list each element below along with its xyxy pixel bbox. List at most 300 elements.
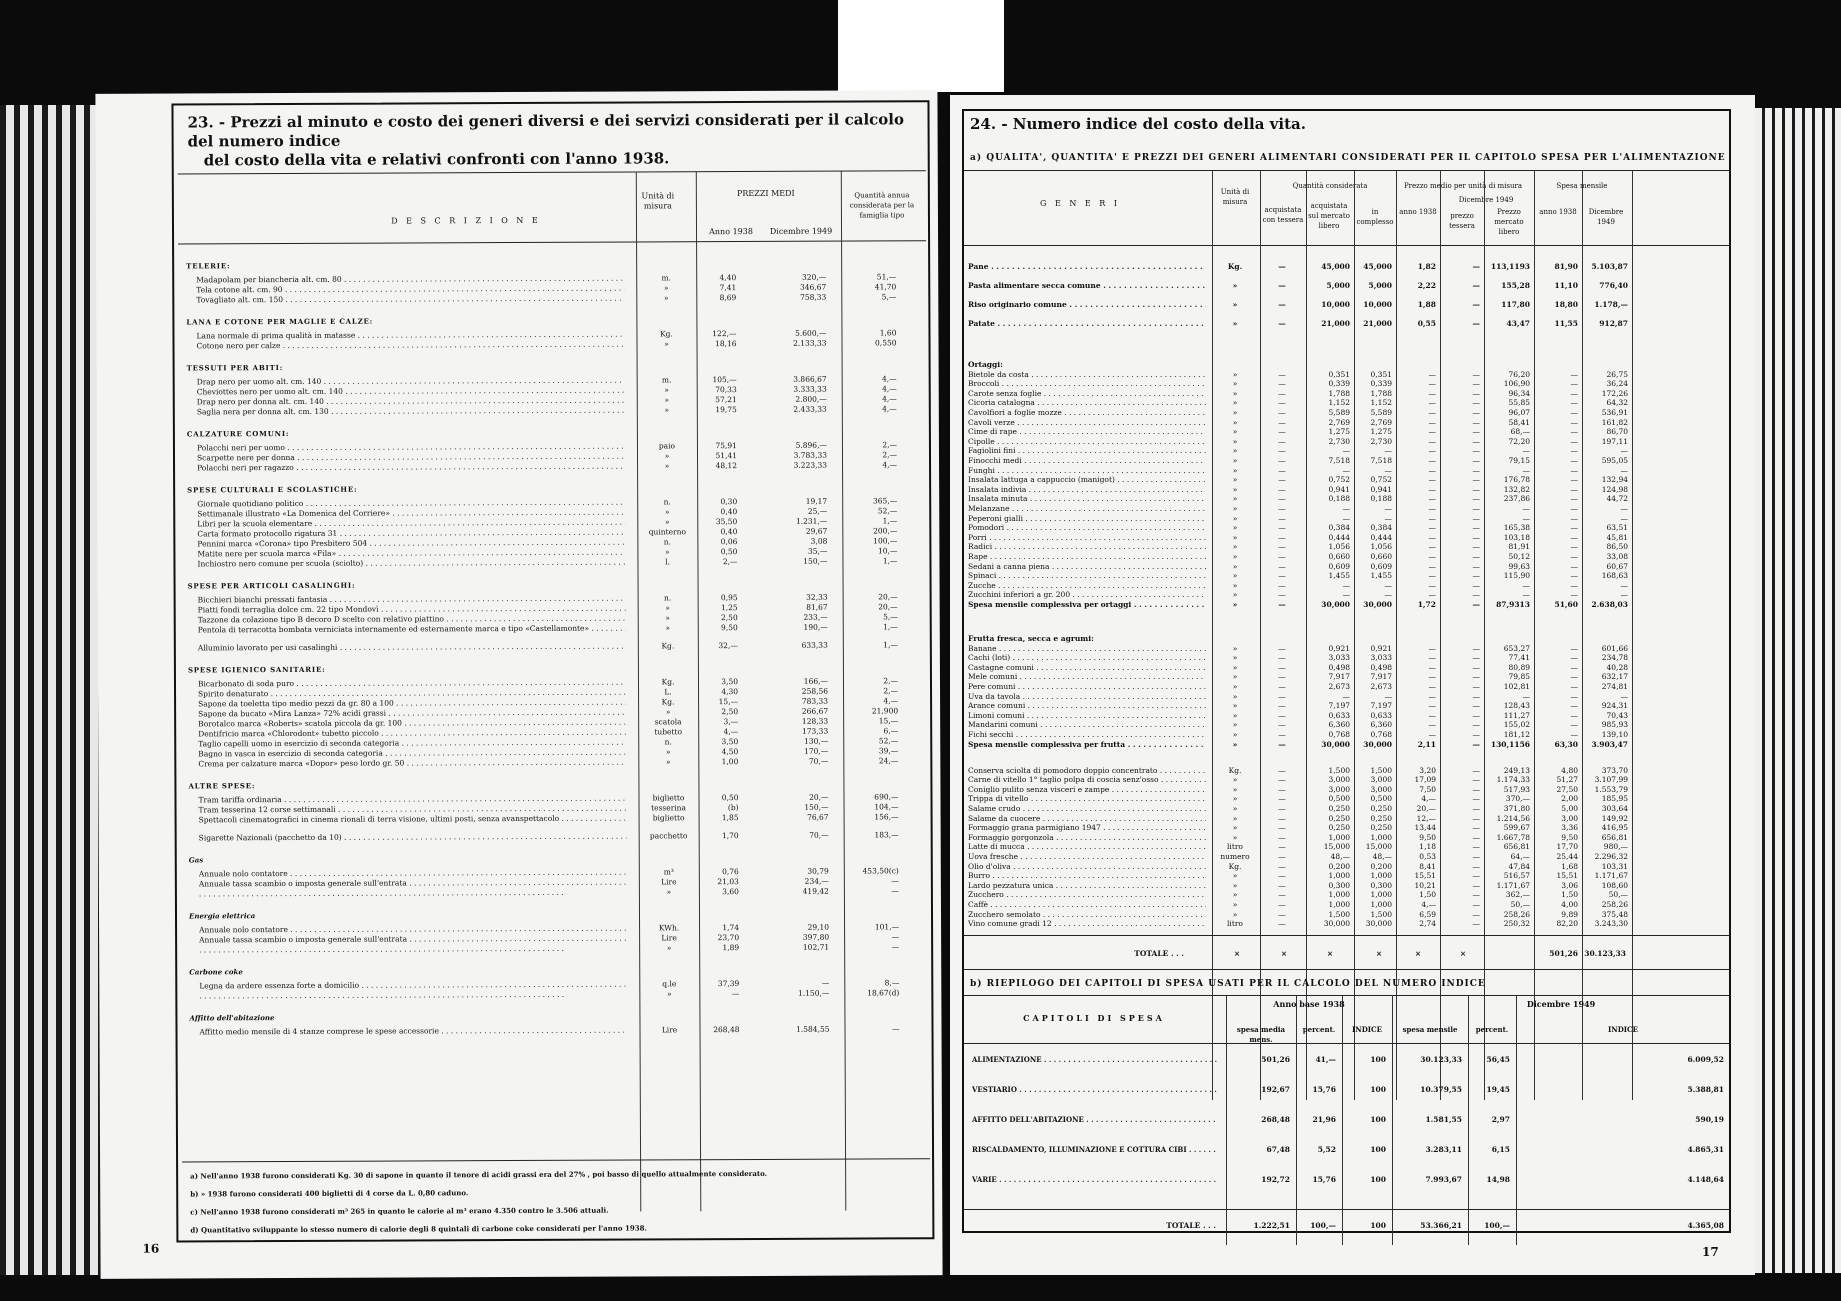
cell-col-2: —: [1278, 542, 1286, 552]
cell-col-7: 128,43: [1503, 701, 1530, 711]
cell-col-4: 1,056: [1370, 542, 1392, 552]
cell-col-1: »: [1232, 832, 1238, 842]
table-row: [964, 504, 1730, 513]
recap-cell-4: 3.283,11: [1425, 1144, 1462, 1154]
section-title: Energia elettrica: [188, 911, 256, 921]
cell-col-2: —: [1278, 842, 1286, 852]
cell-col-6: —: [1472, 710, 1480, 720]
cell-col-2: —: [1278, 739, 1286, 749]
food-name: Arance comuni . . .: [968, 701, 1206, 710]
cell-col-7: 55,85: [1508, 398, 1530, 408]
item-quantity: 104,—: [874, 802, 899, 812]
table-row: [964, 262, 1730, 271]
table-row: [964, 823, 1730, 832]
item-description: Bagno in vasca in esercizio di seconda categoria . . .: [198, 748, 626, 759]
cell-col-1: numero: [1220, 852, 1250, 861]
cell-col-9: —: [1620, 465, 1628, 475]
cell-col-4: —: [1384, 504, 1392, 513]
cell-col-9: 45,81: [1606, 532, 1628, 542]
item-unit: Kg.: [661, 641, 675, 651]
food-name: Vino comune gradi 12 . . .: [968, 919, 1206, 928]
cell-col-5: 2,74: [1419, 919, 1436, 929]
table-row: [964, 682, 1730, 691]
cell-col-8: 4,00: [1561, 900, 1578, 909]
cell-col-6: —: [1472, 813, 1480, 823]
cell-col-8: —: [1570, 571, 1578, 581]
cell-col-7: 81,91: [1508, 542, 1530, 552]
cell-col-9: 1.553,79: [1594, 784, 1628, 794]
cell-col-4: —: [1384, 590, 1392, 600]
cell-col-1: »: [1232, 494, 1238, 504]
item-price-1938: —: [731, 989, 740, 999]
cell-col-5: 15,51: [1414, 871, 1436, 881]
cell-col-4: 30,000: [1363, 739, 1392, 749]
food-name: Finocchi medi . . .: [968, 456, 1206, 465]
cell-col-2: —: [1278, 408, 1286, 417]
cell-col-3: 3,000: [1328, 784, 1350, 794]
cell-col-5: 1,18: [1419, 842, 1436, 852]
item-quantity: 8,—: [884, 978, 900, 988]
recap-cell-6: 4.148,64: [1687, 1174, 1724, 1184]
cell-col-2: —: [1278, 691, 1286, 701]
total-cell-7: 30.123,33: [1584, 948, 1626, 958]
cell-col-9: 50,—: [1608, 890, 1628, 900]
recap-top-rule: [964, 995, 1730, 996]
cell-col-1: »: [1232, 672, 1238, 682]
cell-col-9: 103,31: [1601, 861, 1628, 871]
cell-col-7: 155,28: [1501, 281, 1530, 290]
cell-col-6: —: [1472, 475, 1480, 485]
item-unit: quinterno: [648, 527, 686, 537]
table-row: [964, 804, 1730, 813]
cell-col-2: —: [1278, 580, 1286, 590]
cell-col-1: »: [1232, 475, 1238, 485]
food-name: Cime di rape . . .: [968, 427, 1206, 436]
cell-col-7: —: [1522, 590, 1530, 600]
food-name: Fichi secchi . . .: [968, 730, 1206, 739]
table-row: [964, 692, 1730, 701]
cell-col-5: 6,59: [1419, 909, 1436, 919]
recap-subheader-indice: INDICE: [1352, 1024, 1382, 1034]
recap-header-dic: Dicembre 1949: [1526, 998, 1596, 1009]
cell-col-9: —: [1620, 590, 1628, 600]
cell-col-8: 5,00: [1561, 804, 1578, 813]
cell-col-3: 1,000: [1328, 832, 1350, 842]
cell-col-3: 1,000: [1328, 871, 1350, 881]
item-price-1938: 122,—: [712, 329, 737, 339]
table-row: [964, 533, 1730, 542]
cell-col-8: 27,50: [1556, 784, 1578, 794]
table-row: [964, 427, 1730, 436]
recap-cell-4: 30.123,33: [1420, 1054, 1462, 1064]
item-quantity: 1,—: [882, 556, 898, 566]
table-row: [964, 370, 1730, 379]
cell-col-1: »: [1232, 823, 1238, 833]
item-unit: »: [665, 547, 670, 557]
item-unit: »: [664, 517, 670, 527]
table-23-title: [188, 110, 918, 170]
food-name: Bietole da costa . . .: [968, 370, 1206, 379]
cell-col-1: »: [1232, 561, 1238, 571]
cell-col-1: Kg.: [1228, 861, 1242, 871]
cell-col-9: 274,81: [1601, 682, 1628, 691]
scanner-bookmark: [838, 0, 1004, 92]
item-quantity: 4,—: [882, 404, 897, 414]
item-quantity: 39,—: [878, 746, 899, 756]
item-description: Drap nero per uomo alt. cm. 140 . . .: [197, 376, 625, 387]
item-unit: »: [665, 613, 671, 623]
item-quantity: 183,—: [874, 830, 899, 840]
item-description: Drap nero per donna alt. cm. 140 . . .: [197, 396, 625, 407]
recap-row: [964, 1145, 1730, 1154]
section-title: SPESE PER ARTICOLI CASALINGHI:: [187, 580, 356, 591]
cell-col-8: 15,51: [1556, 871, 1578, 881]
item-price-1949: 234,—: [804, 876, 829, 886]
food-name: Salame crudo . . .: [968, 804, 1206, 813]
footnote: b) » 1938 furono considerati 400 biglietti di 4 corse da L. 0,80 caduno.: [190, 1188, 469, 1199]
cell-col-8: —: [1570, 465, 1578, 475]
cell-col-7: 132,82: [1503, 484, 1530, 494]
recap-cell-2: 15,76: [1312, 1174, 1336, 1184]
cell-col-7: 79,15: [1508, 456, 1530, 465]
cell-col-4: 0,384: [1370, 523, 1392, 533]
cell-col-8: —: [1570, 653, 1578, 663]
cell-col-9: 197,11: [1601, 436, 1628, 446]
food-name: Formaggio gorgonzola . . .: [968, 833, 1206, 842]
cell-col-4: 7,197: [1370, 701, 1392, 711]
item-unit: scatola: [654, 717, 682, 727]
cell-col-6: —: [1472, 580, 1480, 590]
recap-cell-2: 15,76: [1312, 1084, 1336, 1094]
cell-col-7: —: [1522, 513, 1530, 523]
recap-cell-4: 1.581,55: [1425, 1114, 1462, 1124]
table-row: [964, 446, 1730, 455]
table-row: [964, 644, 1730, 653]
food-name: Latte di mucca . . .: [968, 842, 1206, 851]
cell-col-7: 599,67: [1503, 823, 1530, 833]
cell-col-6: —: [1472, 319, 1480, 328]
item-price-1949: 633,33: [801, 640, 828, 650]
food-name: Riso originario comune . . .: [968, 300, 1206, 309]
cell-col-1: »: [1232, 319, 1238, 328]
cell-col-3: 1,275: [1328, 427, 1350, 437]
cell-col-9: 40,28: [1606, 662, 1628, 672]
food-name: Cavoli verze . . .: [968, 418, 1206, 427]
food-name: Frutta fresca, secca e agrumi:: [968, 634, 1094, 643]
item-price-1949: —: [821, 978, 830, 988]
cell-col-1: Kg.: [1228, 765, 1242, 775]
cell-col-1: »: [1232, 813, 1238, 823]
item-price-1938: 2,50: [721, 707, 739, 717]
food-name: Pere comuni . . .: [968, 682, 1206, 691]
cell-col-7: 103,18: [1503, 532, 1530, 542]
item-price-1938: 4,50: [721, 747, 739, 757]
recap-cell-6: 590,19: [1695, 1114, 1724, 1124]
cell-col-8: —: [1570, 720, 1578, 730]
item-description: Giornale quotidiano politico . . .: [197, 498, 625, 509]
cell-col-7: 516,57: [1503, 871, 1530, 881]
item-price-1949: 102,71: [802, 942, 830, 952]
cell-col-1: »: [1232, 523, 1238, 533]
cell-col-1: »: [1232, 775, 1238, 785]
cell-col-4: 1,275: [1370, 427, 1392, 437]
item-price-1938: 105,—: [712, 375, 737, 385]
cell-col-9: —: [1620, 504, 1628, 513]
cell-col-6: —: [1472, 417, 1480, 427]
item-price-1938: 7,41: [719, 283, 737, 293]
cell-col-1: »: [1232, 456, 1238, 465]
item-price-1949: 3,08: [810, 536, 828, 546]
recap-cell-1: 501,26: [1261, 1054, 1290, 1064]
recap-total-cell-6: 4.365,08: [1687, 1220, 1724, 1230]
table-row: [964, 881, 1730, 890]
cell-col-4: —: [1384, 446, 1392, 456]
header-anno-1938: Anno 1938: [709, 226, 753, 237]
cell-col-7: 68,—: [1510, 427, 1530, 437]
total-cell-5: ×: [1459, 948, 1467, 958]
item-price-1949: 419,42: [802, 886, 829, 896]
cell-col-4: 30,000: [1363, 600, 1392, 609]
item-description: [199, 990, 627, 1001]
cell-col-9: 3.107,99: [1594, 775, 1628, 785]
cell-col-7: 102,81: [1503, 682, 1530, 691]
cell-col-3: 7,917: [1328, 672, 1350, 682]
item-description: Taglio capelli uomo in esercizio di seconda categoria . . .: [198, 738, 626, 749]
recap-cell-5: 14,98: [1486, 1174, 1510, 1184]
right-book-edge: [1755, 108, 1841, 1273]
item-quantity: 6,—: [883, 726, 899, 736]
cell-col-2: —: [1278, 653, 1286, 663]
cell-col-8: 82,20: [1556, 919, 1578, 929]
cell-col-9: 536,91: [1601, 408, 1628, 417]
item-price-1938: 57,21: [715, 395, 737, 405]
item-price-1949: 3.866,67: [793, 374, 827, 384]
item-price-1949: 130,—: [804, 736, 829, 746]
item-unit: »: [663, 283, 669, 293]
item-description: Pennini marca «Corona» tipo Presbitero 504 . . .: [197, 538, 625, 549]
cell-col-2: —: [1278, 730, 1286, 739]
food-name: Burro . . .: [968, 871, 1206, 880]
recap-row: [964, 1085, 1730, 1094]
item-unit: Kg.: [661, 677, 675, 687]
cell-col-2: —: [1278, 369, 1286, 379]
item-unit: pacchetto: [649, 831, 688, 841]
cell-col-3: —: [1342, 465, 1350, 475]
table-row: [964, 571, 1730, 580]
item-price-1938: 3,50: [721, 737, 739, 747]
item-price-1938: 3,50: [721, 677, 739, 687]
cell-col-2: —: [1278, 832, 1286, 842]
cell-col-8: —: [1570, 561, 1578, 571]
cell-col-5: —: [1428, 475, 1436, 485]
item-price-1949: 2.133,33: [793, 338, 827, 348]
cell-col-8: 2,00: [1561, 794, 1578, 804]
item-price-1938: 23,70: [717, 933, 740, 943]
item-price-1938: 37,39: [717, 979, 740, 989]
item-price-1938: 35,50: [715, 517, 738, 527]
recap-chapter: AFFITTO DELL'ABITAZIONE . . .: [972, 1115, 1218, 1124]
recap-cell-6: 6.009,52: [1687, 1054, 1724, 1064]
cell-col-7: 87,9313: [1496, 600, 1530, 609]
item-quantity: 4,—: [881, 374, 897, 384]
food-name: Broccoli . . .: [968, 379, 1206, 388]
header-quantita: Quantità considerata: [1292, 182, 1368, 190]
cell-col-4: 30,000: [1365, 919, 1392, 929]
cell-col-8: —: [1570, 388, 1578, 398]
cell-col-2: —: [1278, 262, 1286, 271]
cell-col-9: 33,08: [1606, 552, 1628, 561]
cell-col-8: 1,50: [1561, 890, 1578, 900]
item-quantity: 51,—: [876, 272, 897, 282]
cell-col-1: »: [1232, 580, 1238, 590]
food-name: Spesa mensile complessiva per ortaggi . . .: [968, 600, 1206, 609]
recap-header-capitoli: CAPITOLI DI SPESA: [1023, 1012, 1165, 1023]
recap-title: b) RIEPILOGO DEI CAPITOLI DI SPESA USATI PER IL CALCOLO DEL NUMERO INDICE: [970, 978, 1486, 989]
table-row: [964, 590, 1730, 599]
cell-col-6: —: [1472, 552, 1480, 561]
cell-col-7: 113,1193: [1490, 262, 1530, 271]
recap-chapter: VARIE . . .: [972, 1175, 1218, 1184]
cell-col-2: —: [1278, 532, 1286, 542]
cell-col-1: litro: [1227, 842, 1243, 852]
food-name: Zucchini inferiori a gr. 200 . . .: [968, 590, 1206, 599]
food-name: Insalata minuta . . .: [968, 494, 1206, 503]
cell-col-8: 9,89: [1561, 909, 1578, 919]
cell-col-5: 1,50: [1419, 890, 1436, 900]
header-prezzo: Prezzo medio per unità di misura: [1403, 182, 1523, 190]
section-title: SPESE CULTURALI E SCOLASTICHE:: [187, 484, 358, 495]
cell-col-6: —: [1472, 720, 1480, 730]
table-row: [964, 523, 1730, 532]
section-title: Carbone coke: [189, 967, 243, 977]
recap-cell-3: 100: [1370, 1084, 1386, 1094]
cell-col-8: —: [1570, 475, 1578, 485]
cell-col-6: —: [1472, 662, 1480, 672]
cell-col-8: 51,60: [1554, 600, 1578, 609]
food-name: Limoni comuni . . .: [968, 711, 1206, 720]
cell-col-5: 0,53: [1419, 852, 1436, 861]
item-quantity: 15,—: [878, 716, 899, 726]
cell-col-3: 48,—: [1330, 852, 1350, 861]
cell-col-3: 30,000: [1323, 919, 1350, 929]
food-name: Cicoria catalogna . . .: [968, 398, 1206, 407]
food-name: Spesa mensile complessiva per frutta . . .: [968, 740, 1206, 749]
item-price-1949: 266,67: [801, 706, 829, 716]
item-price-1949: 173,33: [801, 726, 829, 736]
cell-col-3: 10,000: [1321, 300, 1350, 309]
cell-col-7: 653,27: [1503, 643, 1530, 653]
item-price-1938: 0,95: [720, 593, 738, 603]
table-row: [964, 360, 1730, 369]
cell-col-1: »: [1232, 398, 1238, 408]
recap-cell-5: 19,45: [1486, 1084, 1510, 1094]
cell-col-5: 4,—: [1421, 900, 1436, 909]
item-price-1938: 15,—: [718, 697, 739, 707]
cell-col-6: —: [1472, 465, 1480, 475]
cell-col-3: —: [1342, 446, 1350, 456]
cell-col-1: »: [1232, 427, 1238, 437]
cell-col-1: »: [1232, 369, 1238, 379]
food-name: Insalata indivia . . .: [968, 485, 1206, 494]
cell-col-9: 980,—: [1603, 842, 1628, 852]
cell-col-8: —: [1570, 682, 1578, 691]
item-unit: biglietto: [652, 813, 685, 823]
item-price-1949: 128,33: [801, 716, 829, 726]
header-spesa-dic: Dicembre 1949: [1588, 208, 1624, 226]
cell-col-2: —: [1278, 600, 1286, 609]
header-generi: G E N E R I: [1040, 199, 1120, 208]
cell-col-7: 96,07: [1508, 408, 1530, 417]
cell-col-1: »: [1232, 571, 1238, 581]
item-price-1938: 70,33: [715, 385, 737, 395]
item-price-1938: 48,12: [715, 461, 738, 471]
item-quantity: 2,—: [882, 450, 898, 460]
item-price-1949: 3.333,33: [793, 384, 827, 394]
cell-col-6: —: [1472, 880, 1480, 890]
item-description: Annuale nolo contatore . . .: [199, 868, 627, 879]
item-quantity: 20,—: [878, 602, 898, 612]
cell-col-2: —: [1278, 465, 1286, 475]
cell-col-5: —: [1428, 513, 1436, 523]
cell-col-4: 15,000: [1365, 842, 1392, 852]
food-name: Pasta alimentare secca comune . . .: [968, 281, 1206, 290]
cell-col-6: —: [1472, 832, 1480, 842]
cell-col-6: —: [1472, 919, 1480, 929]
item-price-1949: 1.584,55: [796, 1024, 830, 1034]
item-quantity: —: [891, 1024, 900, 1034]
cell-col-6: —: [1472, 427, 1480, 437]
cell-col-9: 86,70: [1606, 427, 1628, 437]
header-unita: Unità di misura: [641, 191, 675, 211]
item-price-1949: 397,80: [802, 932, 830, 942]
cell-col-3: 0,921: [1328, 643, 1350, 653]
cell-col-1: »: [1232, 484, 1238, 494]
cell-col-3: 30,000: [1321, 739, 1350, 749]
cell-col-9: 632,17: [1601, 672, 1628, 682]
cell-col-1: »: [1232, 682, 1238, 691]
cell-col-4: 2,730: [1370, 436, 1392, 446]
header-tessera: acquistata con tessera: [1262, 206, 1304, 224]
cell-col-6: —: [1472, 794, 1480, 804]
item-description: Libri per la scuola elementare . . .: [197, 518, 625, 529]
item-quantity: 20,—: [878, 592, 898, 602]
cell-col-8: 51,27: [1556, 775, 1578, 785]
food-name: Uva da tavola . . .: [968, 692, 1206, 701]
cell-col-3: 1,455: [1328, 571, 1350, 581]
item-quantity: 690,—: [874, 792, 899, 802]
cell-col-6: —: [1472, 890, 1480, 900]
item-quantity: 101,—: [874, 922, 900, 932]
cell-col-7: 72,20: [1508, 436, 1530, 446]
cell-col-9: 161,82: [1601, 417, 1628, 427]
cell-col-5: —: [1428, 691, 1436, 701]
cell-col-8: —: [1570, 643, 1578, 653]
table-row: [964, 890, 1730, 899]
item-description: Inchiostro nero comune per scuola (sciolto) . . .: [197, 558, 625, 569]
cell-col-8: —: [1570, 523, 1578, 533]
food-name: Trippa di vitello . . .: [968, 794, 1206, 803]
header-dic-1949: Dicembre 1949: [1458, 196, 1514, 204]
cell-col-1: »: [1232, 720, 1238, 730]
food-name: Pane . . .: [968, 262, 1206, 271]
cell-col-8: 3,00: [1561, 813, 1578, 823]
cell-col-9: 3.903,47: [1591, 739, 1628, 749]
item-price-1949: 3.783,33: [793, 450, 828, 460]
recap-total-cell-3: 100: [1370, 1220, 1386, 1230]
item-price-1949: 150,—: [803, 556, 828, 566]
item-price-1949: 346,67: [799, 282, 827, 292]
section-title: TELERIE:: [186, 261, 231, 271]
